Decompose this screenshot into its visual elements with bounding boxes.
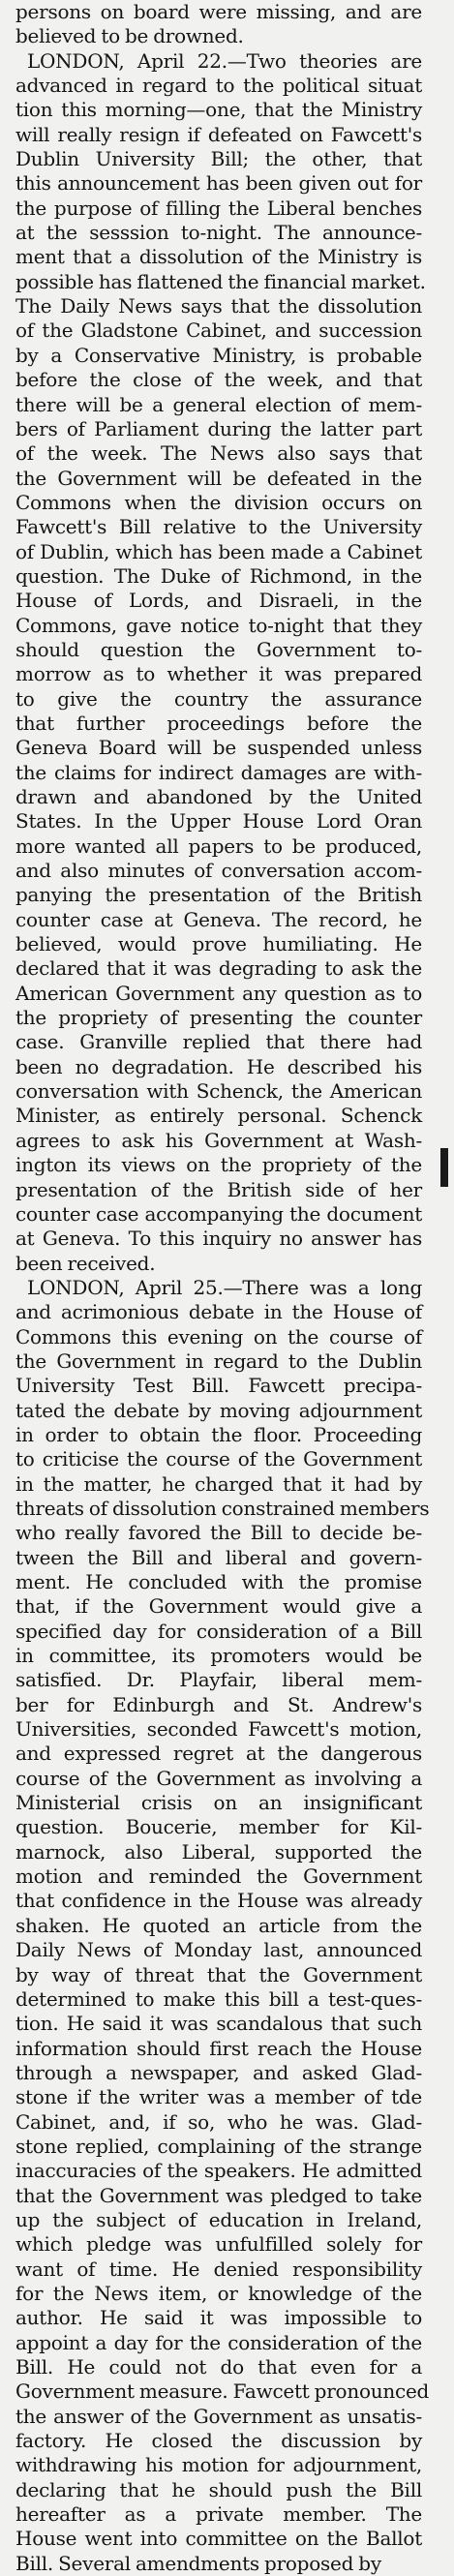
text-line: motion and reminded the Government <box>15 1864 422 1889</box>
text-line: counter case at Geneva. The record, he <box>15 907 422 931</box>
text-line: University Test Bill. Fawcett precipa- <box>15 1374 422 1398</box>
text-line: course of the Government as involving a <box>15 1766 422 1790</box>
text-line: case. Granville replied that there had <box>15 1030 422 1054</box>
text-line: declaring that he should push the Bill <box>15 2477 422 2501</box>
text-line: of the week. The News also says that <box>15 441 422 466</box>
text-line: information should first reach the House <box>15 2036 422 2060</box>
text-line: question. Boucerie, member for Kil- <box>15 1815 422 1839</box>
text-line: want of time. He denied responsibility <box>15 2257 422 2281</box>
text-line: the claims for indirect damages are with- <box>15 760 422 784</box>
text-line: ber for Edinburgh and St. Andrew's <box>15 1692 422 1716</box>
text-line: conversation with Schenck, the American <box>15 1079 422 1104</box>
text-line: counter case accompanying the document <box>15 1201 422 1226</box>
text-line: and acrimonious debate in the House of <box>15 1300 422 1324</box>
text-line: through a newspaper, and asked Glad- <box>15 2060 422 2084</box>
text-line: the propriety of presenting the counter <box>15 1006 422 1030</box>
text-line: American Government any question as to <box>15 981 422 1005</box>
text-line: Daily News of Monday last, announced <box>15 1938 422 1962</box>
text-line: tated the debate by moving adjournment <box>15 1398 422 1422</box>
text-line: believed, would prove humiliating. He <box>15 932 422 956</box>
text-line: more wanted all papers to be produced, <box>15 833 422 858</box>
text-line: morrow as to whether it was prepared <box>15 662 422 686</box>
news-column <box>15 0 430 2575</box>
text-line: the Government will be defeated in the <box>15 466 422 490</box>
text-line: declared that it was degrading to ask the <box>15 956 422 981</box>
text-line: ment. He concluded with the promise <box>15 1570 422 1593</box>
text-line: bers of Parliament during the latter part <box>15 416 422 440</box>
text-line: panying the presentation of the British <box>15 883 422 907</box>
text-line: to give the country the assurance <box>15 686 422 711</box>
text-line: at Geneva. To this inquiry no answer has <box>15 1227 422 1251</box>
text-line: specified day for consideration of a Bill <box>15 1619 422 1643</box>
text-line: satisfied. Dr. Playfair, liberal mem- <box>15 1668 422 1692</box>
text-line: the purpose of filling the Liberal benches <box>15 196 422 220</box>
text-line: will really resign if defeated on Fawcett's <box>15 122 422 146</box>
text-line: Universities, seconded Fawcett's motion, <box>15 1717 422 1742</box>
text-line: which pledge was unfulfilled solely for <box>15 2232 422 2257</box>
text-line: ment that a dissolution of the Ministry is <box>15 245 422 269</box>
column-edge-mark <box>440 1148 448 1187</box>
text-line: that, if the Government would give a <box>15 1594 422 1619</box>
text-line: Commons, gave notice to-night that they <box>15 613 422 637</box>
text-line: drawn and abandoned by the United <box>15 785 422 808</box>
text-line: tion this morning—one, that the Ministry <box>15 98 422 122</box>
text-line: inaccuracies of the speakers. He admitted <box>15 2159 422 2183</box>
text-line: been received. <box>15 1251 156 1275</box>
text-line: withdrawing his motion for adjournment, <box>15 2453 422 2477</box>
dateline-london-april-22: LONDON, April 22.—Two theories are <box>27 48 422 73</box>
text-line: the answer of the Government as unsatis- <box>15 2404 422 2428</box>
text-line: Government measure. Fawcett pronounced <box>15 2379 430 2404</box>
text-line: in committee, its promoters would be <box>15 1644 422 1668</box>
text-line: this announcement has been given out for <box>15 171 422 196</box>
text-line: factory. He closed the discussion by <box>15 2429 422 2453</box>
text-line: at the sesssion to-night. The announce- <box>15 221 422 245</box>
text-line: of the Gladstone Cabinet, and succession <box>15 318 422 343</box>
text-line: author. He said it was impossible to <box>15 2306 422 2330</box>
text-line: House went into committee on the Ballot <box>15 2527 422 2551</box>
text-line: The Daily News says that the dissolution <box>15 294 422 318</box>
text-line: tion. He said it was scandalous that such <box>15 2012 422 2036</box>
text-line: should question the Government to- <box>15 637 422 661</box>
text-line: Minister, as entirely personal. Schenck <box>15 1104 422 1128</box>
text-line: who really favored the Bill to decide be- <box>15 1521 422 1545</box>
text-line: for the News item, or knowledge of the <box>15 2281 422 2305</box>
text-line: in order to obtain the floor. Proceeding <box>15 1422 422 1446</box>
text-line: there will be a general election of mem- <box>15 392 422 416</box>
text-line: appoint a day for the consideration of the <box>15 2330 422 2354</box>
text-line: by a Conservative Ministry, is probable <box>15 343 422 367</box>
text-line: marnock, also Liberal, supported the <box>15 1839 422 1864</box>
text-line: ington its views on the propriety of the <box>15 1153 422 1177</box>
text-line: threats of dissolution constrained members <box>15 1496 430 1520</box>
text-line: Fawcett's Bill relative to the University <box>15 515 422 539</box>
text-line: Cabinet, and, if so, who he was. Glad- <box>15 2109 422 2134</box>
text-line: Commons when the division occurs on <box>15 490 422 514</box>
text-line: Bill. He could not do that even for a <box>15 2355 422 2379</box>
text-line: in the matter, he charged that it had by <box>15 1471 422 1496</box>
text-line: Ministerial crisis on an insignificant <box>15 1791 422 1815</box>
text-line: believed to be drowned. <box>15 24 244 48</box>
text-line: and expressed regret at the dangerous <box>15 1742 422 1766</box>
text-line: and also minutes of conversation accom- <box>15 859 422 883</box>
text-line: that confidence in the House was already <box>15 1889 422 1913</box>
text-line: presentation of the British side of her <box>15 1177 422 1201</box>
text-line: that further proceedings before the <box>15 711 422 735</box>
text-line: been no degradation. He described his <box>15 1054 422 1078</box>
text-line: Bill. Several amendments proposed by <box>15 2551 381 2575</box>
text-line: Dublin University Bill; the other, that <box>15 147 422 171</box>
text-line: of Dublin, which has been made a Cabinet <box>15 539 422 563</box>
text-line: persons on board were missing, and are <box>15 0 422 23</box>
text-line: Geneva Board will be suspended unless <box>15 736 422 760</box>
text-line: by way of threat that the Government <box>15 1962 422 1986</box>
text-line: Commons this evening on the course of <box>15 1324 422 1349</box>
dateline-london-april-25: LONDON, April 25.—There was a long <box>27 1275 422 1299</box>
text-line: before the close of the week, and that <box>15 368 422 392</box>
text-line: hereafter as a private member. The <box>15 2502 422 2527</box>
text-line: advanced in regard to the political situat <box>15 74 422 98</box>
text-line: that the Government was pledged to take <box>15 2183 422 2207</box>
text-line: possible has flattened the financial market. <box>15 269 426 293</box>
text-line: up the subject of education in Ireland, <box>15 2207 422 2231</box>
text-line: agrees to ask his Government at Wash- <box>15 1128 422 1152</box>
text-line: the Government in regard to the Dublin <box>15 1349 422 1373</box>
text-line: stone replied, complaining of the strange <box>15 2134 422 2158</box>
text-line: House of Lords, and Disraeli, in the <box>15 589 422 613</box>
text-line: stone if the writer was a member of tde <box>15 2085 422 2109</box>
text-line: determined to make this bill a test-ques- <box>15 1986 422 2011</box>
text-line: tween the Bill and liberal and govern- <box>15 1545 422 1569</box>
text-line: shaken. He quoted an article from the <box>15 1913 422 1937</box>
text-line: question. The Duke of Richmond, in the <box>15 563 422 588</box>
text-line: to criticise the course of the Government <box>15 1447 422 1471</box>
text-line: States. In the Upper House Lord Oran <box>15 809 422 833</box>
